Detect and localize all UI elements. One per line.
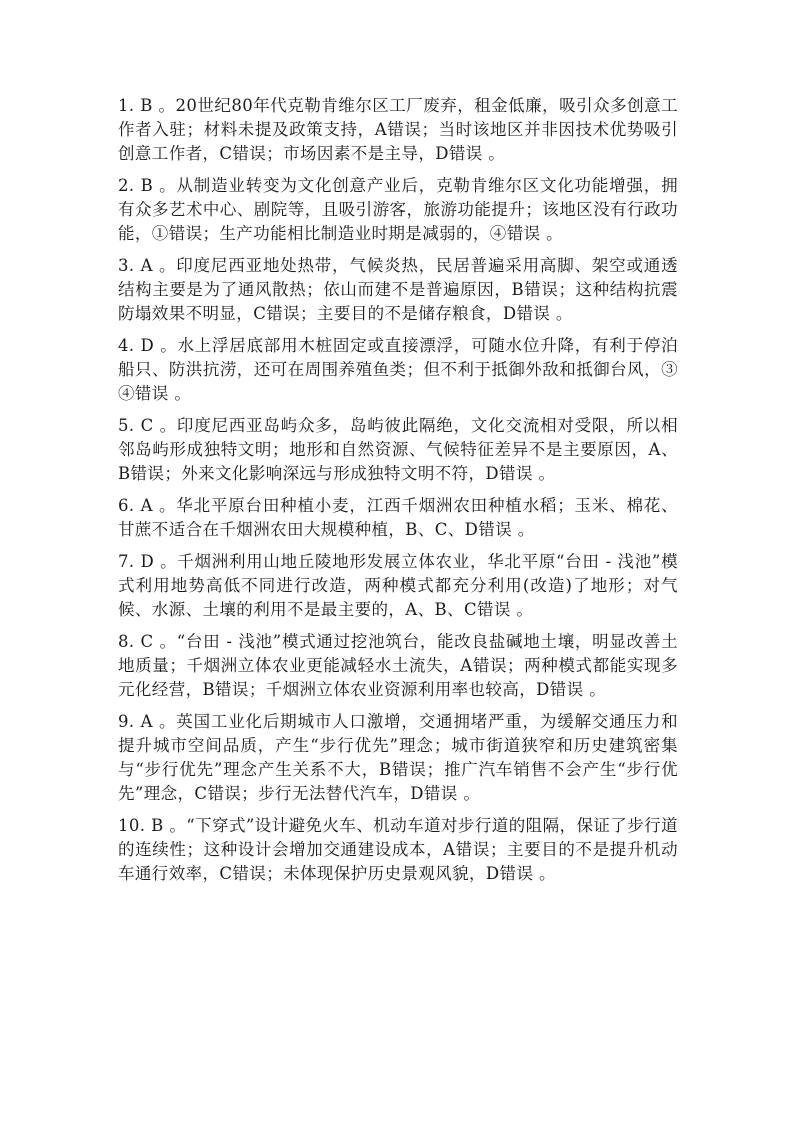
answer-item-10: 10. B 。“下穿式”设计避免火车、机动车道对步行道的阻隔，保证了步行道的连续性；这种设计会增加交通建设成本，A错误；主要目的不是提升机动车通行效率，C错误；未体现保护历史景观风貌，D错误 。 xyxy=(118,816,678,883)
answer-item-8: 8. C 。“台田 - 浅池”模式通过挖池筑台，能改良盐碱地土壤，明显改善土地质量；千烟洲立体农业更能减轻水土流失，A错误；两种模式都能实现多元化经营，B错误；千烟洲立体农业资源利用率也较高，D错误 。 xyxy=(118,632,678,699)
answer-item-7: 7. D 。千烟洲利用山地丘陵地形发展立体农业，华北平原“台田 - 浅池”模式利用地势高低不同进行改造，两种模式都充分利用(改造)了地形；对气候、水源、土壤的利用不是最主要的，A、B、C错误 。 xyxy=(118,552,678,619)
answer-item-3: 3. A 。印度尼西亚地处热带，气候炎热，民居普遍采用高脚、架空或通透结构主要是为了通风散热；依山而建不是普遍原因，B错误；这种结构抗震防塌效果不明显，C错误；主要目的不是储存粮食，D错误 。 xyxy=(118,256,678,323)
answer-list xyxy=(118,94,678,894)
answer-item-6: 6. A 。华北平原台田种植小麦，江西千烟洲农田种植水稻；玉米、棉花、甘蔗不适合在千烟洲农田大规模种植，B、C、D错误 。 xyxy=(118,496,678,539)
answer-item-1: 1. B 。20世纪80年代克勒肯维尔区工厂废弃，租金低廉，吸引众多创意工作者入驻；材料未提及政策支持，A错误；当时该地区并非因技术优势吸引创意工作者，C错误；市场因素不是主导，D错误 。 xyxy=(118,96,678,163)
answer-item-2: 2. B 。从制造业转变为文化创意产业后，克勒肯维尔区文化功能增强，拥有众多艺术中心、剧院等，且吸引游客，旅游功能提升；该地区没有行政功能，①错误；生产功能相比制造业时期是减弱的，④错误 。 xyxy=(118,176,678,243)
answer-item-9: 9. A 。英国工业化后期城市人口激增，交通拥堵严重，为缓解交通压力和提升城市空间品质，产生“步行优先”理念；城市街道狭窄和历史建筑密集与“步行优先”理念产生关系不大，B错误；推广汽车销售不会产生“步行优先”理念，C错误；步行无法替代汽车，D错误 。 xyxy=(118,712,678,803)
answer-item-5: 5. C 。印度尼西亚岛屿众多，岛屿彼此隔绝，文化交流相对受限，所以相邻岛屿形成独特文明；地形和自然资源、气候特征差异不是主要原因，A、B错误；外来文化影响深远与形成独特文明不符，D错误 。 xyxy=(118,416,678,483)
answer-item-4: 4. D 。水上浮居底部用木桩固定或直接漂浮，可随水位升降，有利于停泊船只、防洪抗涝，还可在周围养殖鱼类；但不利于抵御外敌和抵御台风，③④错误 。 xyxy=(118,336,678,403)
